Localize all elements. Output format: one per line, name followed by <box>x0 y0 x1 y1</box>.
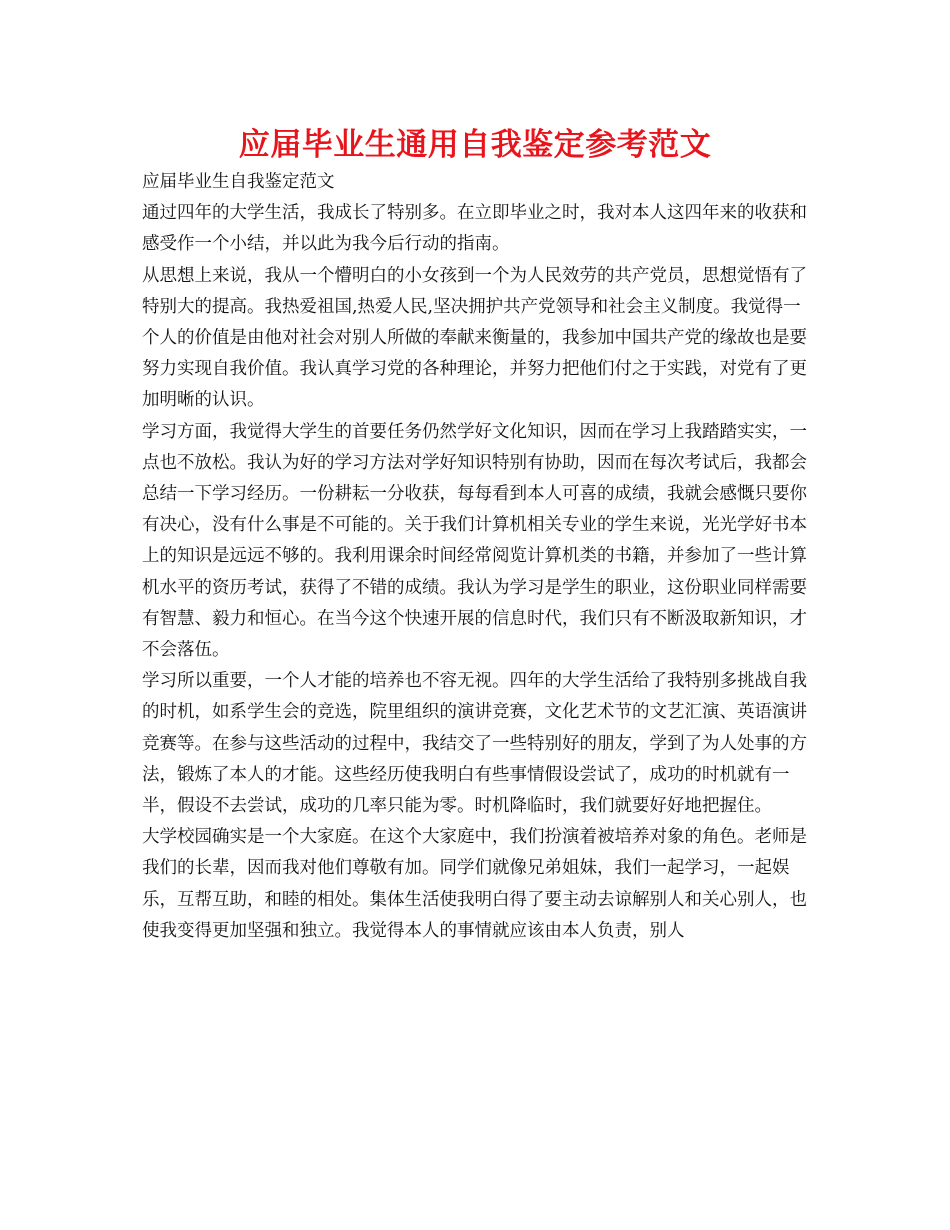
document-body <box>142 167 818 947</box>
paragraph: 学习方面，我觉得大学生的首要任务仍然学好文化知识，因而在学习上我踏踏实实，一点也不放松。我认为好的学习方法对学好知识特别有协助，因而在每次考试后，我都会总结一下学习经历。一份耕耘一分收获，每每看到本人可喜的成绩，我就会感慨只要你有决心，没有什么事是不可能的。关于我们计算机相关专业的学生来说，光光学好书本上的知识是远远不够的。我利用课余时间经常阅览计算机类的书籍，并参加了一些计算机水平的资历考试，获得了不错的成绩。我认为学习是学生的职业，这份职业同样需要有智慧、毅力和恒心。在当今这个快速开展的信息时代，我们只有不断汲取新知识，才不会落伍。 <box>142 421 807 661</box>
document-subtitle: 应届毕业生自我鉴定范文 <box>142 172 335 192</box>
paragraph: 通过四年的大学生活，我成长了特别多。在立即毕业之时，我对本人这四年来的收获和感受作一个小结，并以此为我今后行动的指南。 <box>142 203 807 255</box>
paragraph: 大学校园确实是一个大家庭。在这个大家庭中，我们扮演着被培养对象的角色。老师是我们的长辈，因而我对他们尊敬有加。同学们就像兄弟姐妹，我们一起学习，一起娱乐，互帮互助，和睦的相处。集体生活使我明白得了要主动去谅解别人和关心别人，也使我变得更加坚强和独立。我觉得本人的事情就应该由本人负责，别人 <box>142 827 807 941</box>
document-title: 应届毕业生通用自我鉴定参考范文 <box>238 127 712 163</box>
paragraph: 学习所以重要，一个人才能的培养也不容无视。四年的大学生活给了我特别多挑战自我的时机，如系学生会的竞选，院里组织的演讲竞赛，文化艺术节的文艺汇演、英语演讲竞赛等。在参与这些活动的过程中，我结交了一些特别好的朋友，学到了为人处事的方法，锻炼了本人的才能。这些经历使我明白有些事情假设尝试了，成功的时机就有一半，假设不去尝试，成功的几率只能为零。时机降临时，我们就要好好地把握住。 <box>142 671 807 817</box>
paragraph: 从思想上来说，我从一个懵明白的小女孩到一个为人民效劳的共产党员，思想觉悟有了特别大的提高。我热爱祖国,热爱人民,坚决拥护共产党领导和社会主义制度。我觉得一个人的价值是由他对社会对别人所做的奉献来衡量的，我参加中国共产党的缘故也是要努力实现自我价值。我认真学习党的各种理论，并努力把他们付之于实践，对党有了更加明晰的认识。 <box>142 265 807 411</box>
